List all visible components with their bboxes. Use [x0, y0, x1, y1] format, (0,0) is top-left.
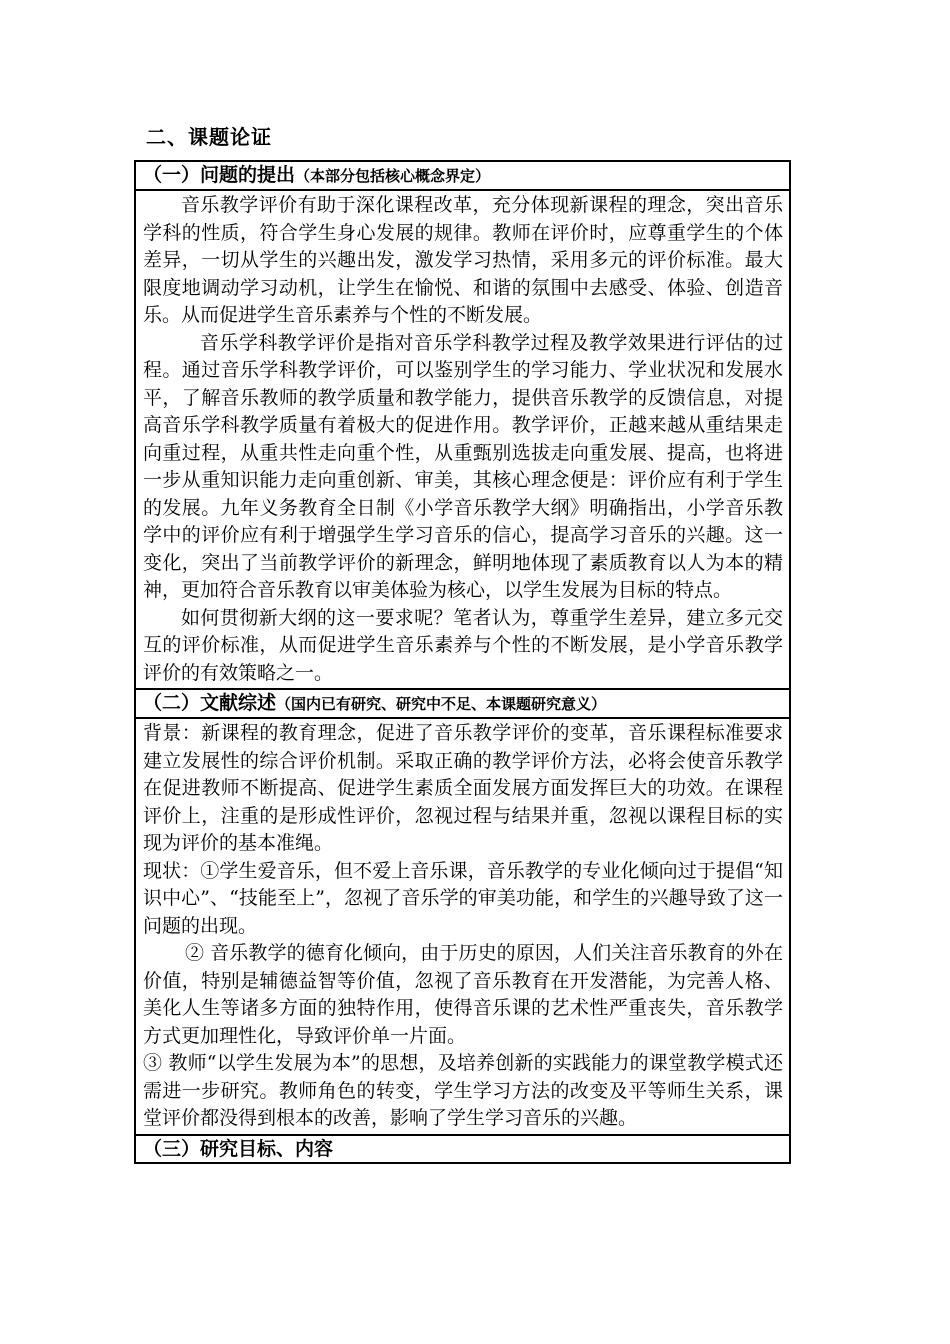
part2-body-row — [135, 718, 790, 1135]
part1-paragraph-3: 如何贯彻新大纲的这一要求呢？笔者认为，尊重学生差异，建立多元交互的评价标准，从而促进学生音乐素养与个性的不断发展，是小学音乐教学评价的有效策略之一。 — [143, 606, 783, 684]
argument-table — [134, 160, 791, 1164]
part1-heading: （一）问题的提出 — [143, 164, 296, 186]
part1-paragraph-2: 音乐学科教学评价是指对音乐学科教学过程及教学效果进行评估的过程。通过音乐学科教学评价，可以鉴别学生的学习能力、学业状况和发展水平，了解音乐教师的教学质量和教学能力，提供音乐教学的反馈信息，对提高音乐学科教学质量有着极大的促进作用。教学评价，正越来越从重结果走向重过程，从重共性走向重个性，从重甄别选拔走向重发展、提高，也将进一步从重知识能力走向重创新、审美，其核心理念便是：评价应有利于学生的发展。九年义务教育全日制《小学音乐教学大纲》明确指出，小学音乐教学中的评价应有利于增强学生学习音乐的信心，提高学习音乐的兴趣。这一变化，突出了当前教学评价的新理念，鲜明地体现了素质教育以人为本的精神，更加符合音乐教育以审美体验为核心，以学生发展为目标的特点。 — [143, 331, 783, 601]
part1-body-row — [135, 190, 790, 689]
part2-status: 现状：①学生爱音乐，但不爱上音乐课，音乐教学的专业化倾向过于提倡“知识中心”、“技能至上”，忽视了音乐学的审美功能，和学生的兴趣导致了这一问题的出现。 — [143, 859, 783, 937]
part1-heading-cell — [135, 161, 790, 190]
part2-point-2: ② 音乐教学的德育化倾向，由于历史的原因，人们关注音乐教育的外在价值，特别是辅德益智等价值，忽视了音乐教育在开发潜能，为完善人格、美化人生等诸多方面的独特作用，使得音乐课的艺术性严重丧失，音乐教学方式更加理性化，导致评价单一片面。 — [143, 942, 783, 1047]
part1-body-cell — [135, 190, 790, 689]
part2-heading-row — [135, 689, 790, 718]
part2-heading-cell — [135, 689, 790, 718]
part3-heading-row — [135, 1135, 790, 1163]
part3-heading-cell — [135, 1135, 790, 1163]
part3-heading: （三）研究目标、内容 — [143, 1137, 334, 1160]
part2-background: 背景：新课程的教育理念，促进了音乐教学评价的变革，音乐课程标准要求建立发展性的综合评价机制。采取正确的教学评价方法，必将会使音乐教学在促进教师不断提高、促进学生素质全面发展方面发挥巨大的功效。在课程评价上，注重的是形成性评价，忽视过程与结果并重，忽视以课程目标的实现为评价的基本准绳。 — [143, 722, 783, 854]
part1-heading-note: （本部分包括核心概念界定） — [295, 167, 491, 185]
section-title: 二、课题论证 — [146, 125, 272, 149]
part1-paragraph-1: 音乐教学评价有助于深化课程改革，充分体现新课程的理念，突出音乐学科的性质，符合学生身心发展的规律。教师在评价时，应尊重学生的个体差异，一切从学生的兴趣出发，激发学习热情，采用多元的评价标准。最大限度地调动学习动机，让学生在愉悦、和谐的氛围中去感受、体验、创造音乐。从而促进学生音乐素养与个性的不断发展。 — [143, 194, 783, 326]
part2-heading: （二）文献综述 — [143, 692, 277, 714]
part2-point-3: ③ 教师“以学生发展为本”的思想，及培养创新的实践能力的课堂教学模式还需进一步研究。教师角色的转变，学生学习方法的改变及平等师生关系，课堂评价都没得到根本的改善，影响了学生学习音乐的兴趣。 — [143, 1052, 783, 1129]
part2-heading-note: （国内已有研究、研究中不足、本课题研究意义） — [276, 695, 607, 713]
part1-heading-row — [135, 161, 790, 190]
part2-body-cell — [135, 718, 790, 1135]
